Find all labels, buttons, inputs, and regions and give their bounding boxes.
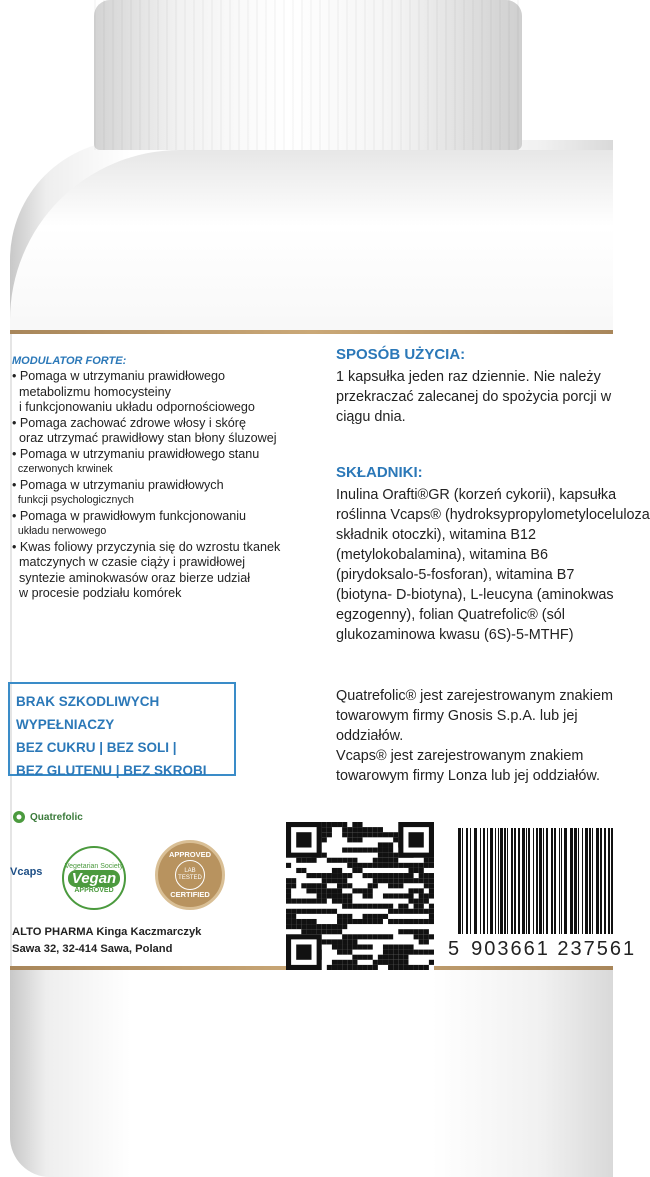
vcaps-logo: Vcaps bbox=[10, 866, 43, 878]
ingredients-line: składnik otoczki), witamina B12 bbox=[336, 527, 536, 543]
vegan-badge-top: Vegetarian Society bbox=[64, 862, 124, 870]
lab-badge-middle: LAB TESTED bbox=[175, 860, 205, 890]
benefit-line: czerwonych krwinek bbox=[12, 463, 113, 475]
usage-line: ciągu dnia. bbox=[336, 409, 406, 425]
usage-section bbox=[336, 346, 613, 427]
benefits-title: MODULATOR FORTE: bbox=[12, 355, 127, 367]
ean-digits: 903661 237561 bbox=[471, 938, 637, 960]
trademark-line: Vcaps® jest zarejestrowanym znakiem bbox=[336, 748, 584, 764]
lab-badge-top: APPROVED bbox=[168, 850, 212, 859]
benefit-line: i funkcjonowaniu układu odpornościowego bbox=[12, 400, 255, 414]
benefit-line: syntezie aminokwasów oraz bierze udział bbox=[12, 570, 250, 585]
quatrefolic-logo bbox=[12, 810, 83, 824]
benefit-line: oraz utrzymać prawidłowy stan błony śluzowej bbox=[12, 431, 277, 445]
benefit-line: układu nerwowego bbox=[12, 525, 107, 537]
gold-stripe-top bbox=[10, 330, 613, 334]
benefits-section bbox=[12, 355, 302, 602]
qr-code bbox=[286, 822, 434, 970]
lab-badge-bottom: CERTIFIED bbox=[170, 890, 210, 899]
trademark-line: Quatrefolic® jest zarejestrowanym znakiem bbox=[336, 688, 613, 704]
ingredients-line: egzogenny), folian Quatrefolic® (sól bbox=[336, 607, 565, 623]
ingredients-line: glukozaminowa kwasu (6S)-5-MTHF) bbox=[336, 627, 574, 643]
benefit-line: w procesie podziału komórek bbox=[12, 586, 182, 600]
ingredients-section bbox=[336, 464, 650, 645]
ean-first-digit: 5 bbox=[448, 938, 462, 960]
bottle-shoulder bbox=[10, 150, 613, 340]
benefit-line: • Pomaga w utrzymaniu prawidłowego stanu bbox=[12, 446, 260, 461]
benefit-line: metabolizmu homocysteiny bbox=[12, 384, 171, 399]
trademark-section bbox=[336, 686, 613, 786]
benefit-line: funkcji psychologicznych bbox=[12, 494, 134, 506]
benefit-line: • Pomaga w prawidłowym funkcjonowaniu bbox=[12, 508, 247, 523]
vegan-approved-badge bbox=[62, 846, 126, 910]
certification-badges bbox=[10, 840, 260, 920]
trademark-line: oddziałów. bbox=[336, 728, 404, 744]
benefit-line: • Pomaga w utrzymaniu prawidłowego bbox=[12, 369, 226, 383]
ingredients-line: (biotyna- D-biotyna), L-leucyna (aminokwas bbox=[336, 587, 614, 603]
free-from-line: WYPEŁNIACZY bbox=[16, 717, 115, 732]
company-address bbox=[12, 924, 201, 958]
trademark-line: towarowym firmy Gnosis S.p.A. lub jej bbox=[336, 708, 578, 724]
ingredients-line: Inulina Orafti®GR (korzeń cykorii), kapsułka bbox=[336, 487, 617, 503]
barcode bbox=[458, 828, 613, 934]
benefit-line: matczynych w czasie ciąży i prawidłowej bbox=[12, 555, 246, 569]
usage-line: przekraczać zalecanej do spożycia porcji w bbox=[336, 389, 612, 405]
leaf-icon bbox=[12, 810, 26, 824]
free-from-line: BRAK SZKODLIWYCH bbox=[16, 694, 160, 709]
ean-number bbox=[448, 938, 636, 961]
benefit-line: • Kwas foliowy przyczynia się do wzrostu tkanek bbox=[12, 539, 281, 554]
ingredients-line: roślinna Vcaps® (hydroksypropylometyloceluloza bbox=[336, 507, 650, 523]
vegan-badge-middle: Vegan bbox=[68, 870, 120, 887]
benefits-list bbox=[12, 369, 302, 602]
bottle-cap bbox=[94, 0, 522, 150]
company-name: ALTO PHARMA Kinga Kaczmarczyk bbox=[12, 926, 202, 938]
quatrefolic-logo-text: Quatrefolic bbox=[30, 811, 83, 823]
vegan-badge-bottom: APPROVED bbox=[74, 886, 114, 894]
benefit-line: • Pomaga w utrzymaniu prawidłowych bbox=[12, 477, 224, 492]
ingredients-title: SKŁADNIKI: bbox=[336, 464, 423, 481]
company-street: Sawa 32, 32-414 Sawa, Poland bbox=[12, 943, 173, 955]
usage-line: 1 kapsułka jeden raz dziennie. Nie należy bbox=[336, 369, 601, 385]
ingredients-line: (pirydoksalo-5-fosforan), witamina B7 bbox=[336, 567, 575, 583]
free-from-line: BEZ CUKRU | BEZ SOLI | bbox=[16, 740, 177, 755]
benefit-line: • Pomaga zachować zdrowe włosy i skórę bbox=[12, 415, 246, 430]
trademark-line: towarowym firmy Lonza lub jej oddziałów. bbox=[336, 768, 600, 784]
lab-tested-badge bbox=[155, 840, 225, 910]
free-from-box bbox=[8, 682, 236, 776]
ingredients-line: (metylokobalamina), witamina B6 bbox=[336, 547, 548, 563]
free-from-line: BEZ GLUTENU | BEZ SKROBI bbox=[16, 763, 207, 778]
usage-title: SPOSÓB UŻYCIA: bbox=[336, 346, 466, 363]
